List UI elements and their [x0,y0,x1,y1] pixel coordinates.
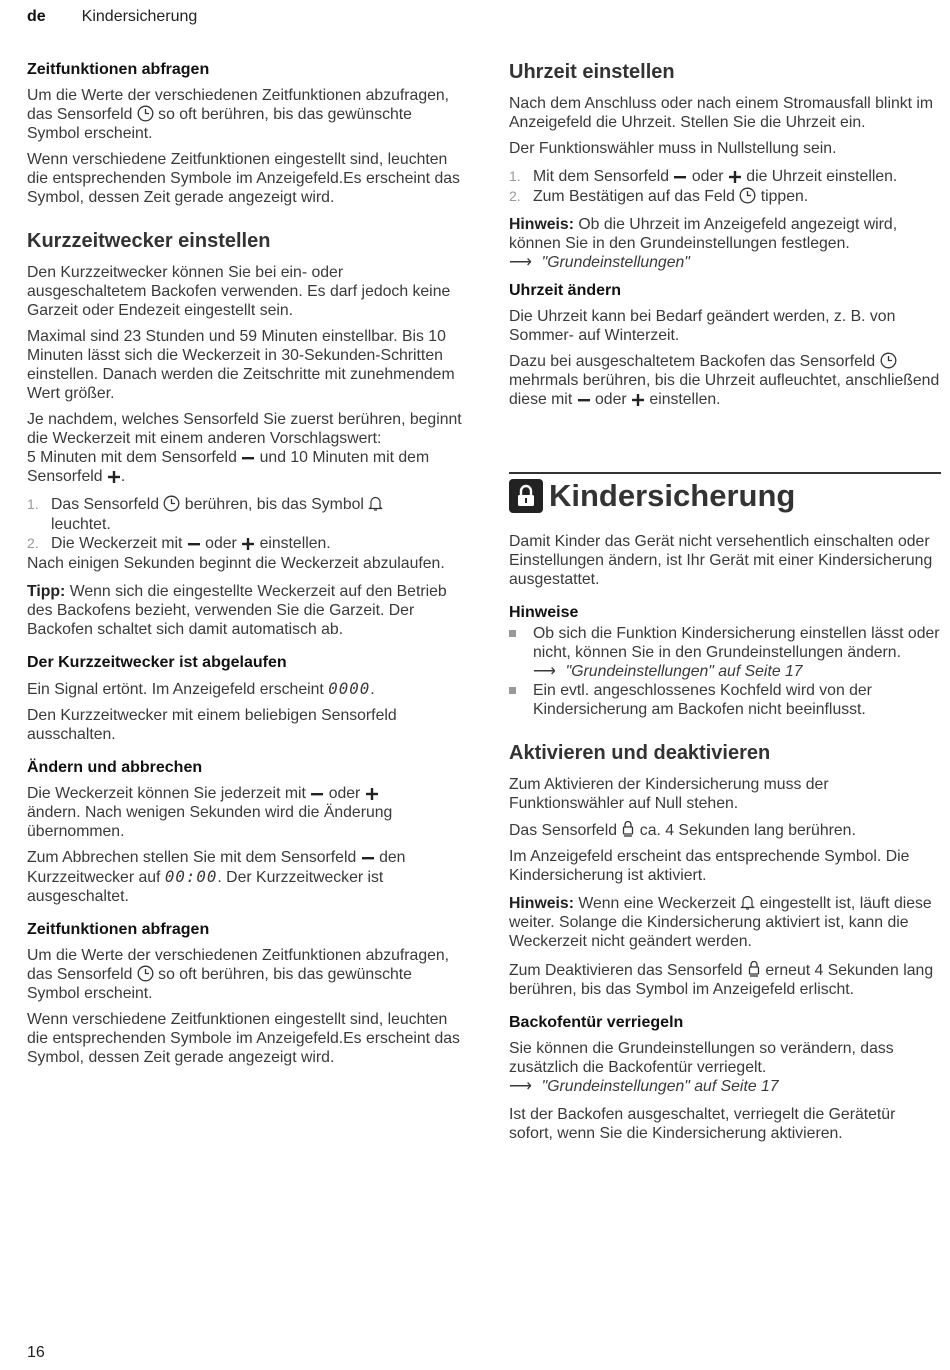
steps-list [27,495,465,554]
section-title: Der Kurzzeitwecker ist abgelaufen [27,653,287,671]
paragraph: Um die Werte der verschiedenen Zeitfunktionen abzufragen, das Sensorfeld so oft berühren, bis das gewünschte Symbol erscheint. [27,946,450,1002]
clock-icon [137,105,154,122]
cross-reference-link: "Grundeinstellungen" auf Seite 17 [565,663,803,680]
arrow-icon: ⟶ [509,1078,532,1095]
minus-icon [673,170,687,184]
section-title: Ändern und abbrechen [27,758,203,776]
paragraph: Zum Aktivieren der Kindersicherung muss der Funktionswähler auf Null stehen. [509,776,829,812]
section-title: Uhrzeit ändern [509,282,622,299]
paragraph: Die Weckerzeit können Sie jederzeit mit oder ändern. Nach wenigen Sekunden wird die Änderung übernommen. [27,784,393,840]
section-title: Hinweise [509,604,579,621]
list-item: Ein evtl. angeschlossenes Kochfeld wird von der Kindersicherung am Backofen nicht beeinflusst. [509,681,941,719]
plus-icon [241,537,255,551]
section-title: Zeitfunktionen abfragen [27,920,210,938]
left-column [27,60,465,1074]
minus-icon [241,451,255,465]
language-code: de [27,8,46,25]
hint: Hinweis: Ob die Uhrzeit im Anzeigefeld angezeigt wird, können Sie in den Grundeinstellungen festlegen. ⟶ "Grundeinstellungen" [509,216,898,271]
section-title: Backofentür verriegeln [509,1014,684,1031]
minus-icon [577,393,591,407]
cross-reference-link: "Grundeinstellungen" auf Seite 17 [541,1078,779,1095]
section-title: Aktivieren und deaktivieren [509,742,771,764]
bullet-icon [509,687,516,694]
chapter-heading [509,472,941,514]
paragraph: Das Sensorfeld ca. 4 Sekunden lang berühren. [509,822,856,839]
paragraph: Nach dem Anschluss oder nach einem Stromausfall blinkt im Anzeigefeld die Uhrzeit. Stellen Sie die Uhrzeit ein. [509,95,934,131]
paragraph: Im Anzeigefeld erscheint das entsprechende Symbol. Die Kindersicherung ist aktiviert. [509,848,910,884]
plus-icon [728,170,742,184]
paragraph: Maximal sind 23 Stunden und 59 Minuten einstellbar. Bis 10 Minuten lässt sich die Weckerzeit in 30-Sekunden-Schritten einstellen. Danach werden die Zeitschritte mit zunehmendem Wert größer. [27,328,455,402]
clock-icon [137,965,154,982]
list-item: Ob sich die Funktion Kindersicherung einstellen lässt oder nicht, können Sie in den Grundeinstellungen ändern. ⟶ "Grundeinstellungen" auf Seite 17 [509,624,941,681]
paragraph: Ist der Backofen ausgeschaltet, verriegelt die Gerätetür sofort, wenn Sie die Kindersicherung aktivieren. [509,1106,896,1142]
paragraph: Zum Abbrechen stellen Sie mit dem Sensorfeld den Kurzzeitwecker auf 00:00. Der Kurzzeitwecker ist ausgeschaltet. [27,848,406,905]
paragraph: Zum Deaktivieren das Sensorfeld erneut 4 Sekunden lang berühren, bis das Symbol im Anzeigefeld erlischt. [509,962,934,998]
bell-icon [740,894,755,911]
minus-icon [310,787,324,801]
paragraph: Ein Signal ertönt. Im Anzeigefeld erscheint 0000. [27,678,375,698]
header-title: Kindersicherung [81,8,198,25]
display-readout: 00:00 [164,866,218,886]
paragraph: Wenn verschiedene Zeitfunktionen eingestellt sind, leuchten die entsprechenden Symbole im Anzeigefeld.Es erscheint das Symbol, dessen Zeit gerade angezeigt wird. [27,151,460,206]
minus-icon [361,851,375,865]
minus-icon [187,537,201,551]
lock-icon [509,479,543,513]
paragraph: Nach einigen Sekunden beginnt die Weckerzeit abzulaufen. [27,554,445,572]
arrow-icon: ⟶ [509,254,532,271]
cross-reference-link: "Grundeinstellungen" [541,254,690,271]
arrow-icon: ⟶ [533,663,556,680]
clock-icon [739,187,756,204]
paragraph: Je nachdem, welches Sensorfeld Sie zuerst berühren, beginnt die Weckerzeit mit einem anderen Vorschlagswert: 5 Minuten mit dem Sensorfeld und 10 Minuten mit dem Sensorfeld . [27,411,462,485]
list-item: 1. Mit dem Sensorfeld oder die Uhrzeit einstellen. [509,168,898,185]
clock-icon [880,352,897,369]
list-item: 2. Zum Bestätigen auf das Feld tippen. [509,187,809,205]
chapter-title: Kindersicherung [549,478,796,513]
page-header [27,8,197,26]
plus-icon [107,470,121,484]
paragraph: Dazu bei ausgeschaltetem Backofen das Sensorfeld mehrmals berühren, bis die Uhrzeit aufleuchtet, anschließend diese mit oder einstellen. [509,353,940,408]
bullet-icon [509,630,516,637]
section-title: Kurzzeitwecker einstellen [27,230,271,252]
plus-icon [631,393,645,407]
display-readout: 0000 [328,678,371,698]
paragraph: Der Funktionswähler muss in Nullstellung sein. [509,140,837,157]
paragraph: Den Kurzzeitwecker können Sie bei ein- oder ausgeschaltetem Backofen verwenden. Es darf jedoch keine Garzeit oder Endezeit eingestellt sein. [27,264,451,319]
clock-icon [163,495,180,512]
bell-icon [368,495,383,512]
steps-list [509,167,941,206]
paragraph: Sie können die Grundeinstellungen so verändern, dass zusätzlich die Backofentür verriegelt. ⟶ "Grundeinstellungen" auf Seite 17 [509,1040,894,1095]
section-title: Uhrzeit einstellen [509,61,675,83]
section-title: Zeitfunktionen abfragen [27,61,210,78]
plus-icon [365,787,379,801]
paragraph: Damit Kinder das Gerät nicht versehentlich einschalten oder Einstellungen ändern, ist Ihr Gerät mit einer Kindersicherung ausgestattet. [509,533,933,588]
page-number: 16 [27,1344,45,1361]
hint: Hinweis: Wenn eine Weckerzeit eingestellt ist, läuft diese weiter. Solange die Kindersicherung aktiviert ist, kann die Weckerzeit nicht geändert werden. [509,895,932,950]
key-lock-icon [747,960,761,978]
list-item: 2. Die Weckerzeit mit oder einstellen. [27,535,331,552]
key-lock-icon [621,820,635,838]
paragraph: Den Kurzzeitwecker mit einem beliebigen Sensorfeld ausschalten. [27,706,397,743]
paragraph: Wenn verschiedene Zeitfunktionen eingestellt sind, leuchten die entsprechenden Symbole im Anzeigefeld.Es erscheint das Symbol, dessen Zeit gerade angezeigt wird. [27,1010,460,1066]
list-item: 1. Das Sensorfeld berühren, bis das Symbol leuchtet. [27,495,465,534]
hints-list [509,624,941,719]
tip: Tipp: Wenn sich die eingestellte Weckerzeit auf den Betrieb des Backofens bezieht, verwenden Sie die Garzeit. Der Backofen schaltet sich damit automatisch ab. [27,582,447,638]
paragraph: Die Uhrzeit kann bei Bedarf geändert werden, z. B. von Sommer- auf Winterzeit. [509,308,896,344]
paragraph: Um die Werte der verschiedenen Zeitfunktionen abzufragen, das Sensorfeld so oft berühren, bis das gewünschte Symbol erscheint. [27,87,450,142]
right-column [509,60,941,1150]
